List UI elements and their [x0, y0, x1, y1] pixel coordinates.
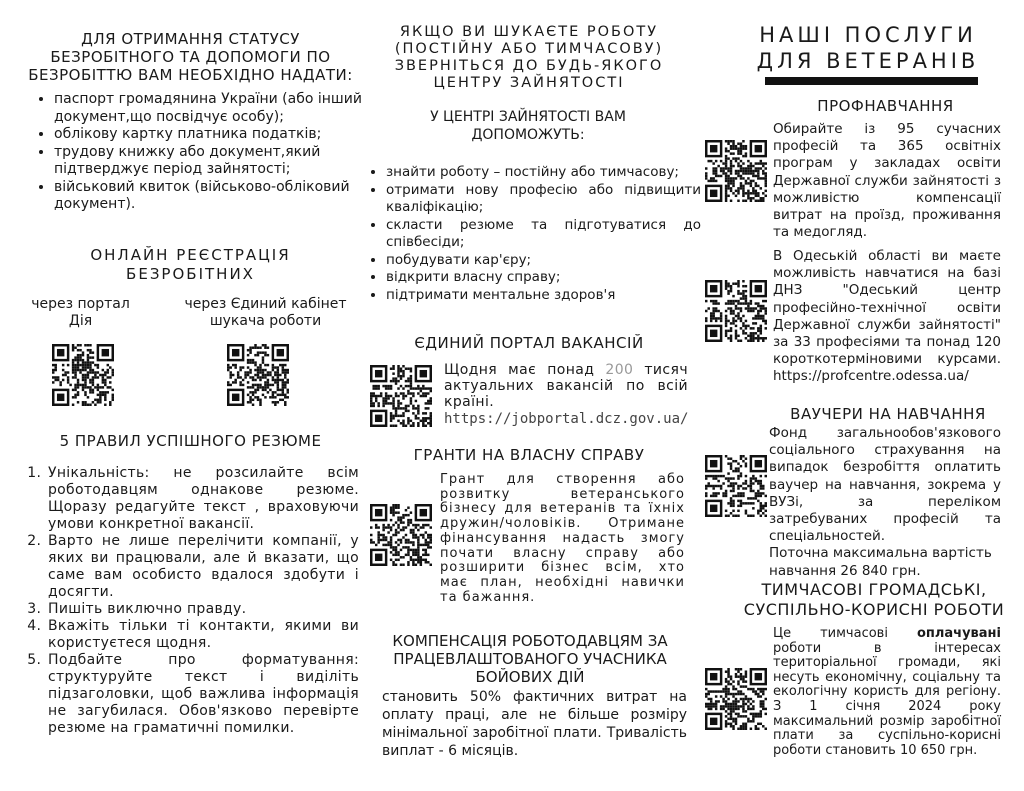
odesa-centre-text: В Одеській області ви маєте можливість навчатися на базі ДНЗ "Одеський центр професійно-технічної освіти Державної служби зайнятості" за 33 професіями та понад 120 короткотерміновими курсами. https://profcentre.odessa.ua/ — [773, 248, 1001, 385]
list-item: • скласти резюме та підготуватися до співбесіди; — [386, 217, 701, 252]
list-item: • відкрити власну справу; — [386, 269, 701, 287]
job-search-heading: ЯКЩО ВИ ШУКАЄТЕ РОБОТУ (ПОСТІЙНУ АБО ТИМЧАСОВУ) ЗВЕРНІТЬСЯ ДО БУДЬ-ЯКОГО ЦЕНТРУ ЗАЙНЯТОСТІ — [394, 24, 664, 91]
list-item: • підтримати ментальне здоров'я — [386, 287, 701, 305]
list-item: 3. Пишіть виключно правду. — [46, 601, 359, 618]
registration-cabinet-label: через Єдиний кабінет шукача роботи — [184, 296, 347, 329]
list-item: • військовий квиток (військово-обліковий документ). — [54, 179, 374, 214]
vacancies-count: 200 — [605, 362, 634, 378]
documents-list — [28, 91, 374, 214]
list-item: • знайти роботу – постійну або тимчасову; — [386, 164, 701, 182]
qr-code-grants[interactable] — [370, 504, 432, 566]
help-list — [368, 164, 701, 304]
compensation-heading: КОМПЕНСАЦІЯ РОБОТОДАВЦЯМ ЗА ПРАЦЕВЛАШТОВАНОГО УЧАСНИКА БОЙОВИХ ДІЙ — [392, 632, 668, 686]
qr-code-cabinet[interactable] — [227, 344, 289, 406]
resume-rules-list — [28, 465, 359, 737]
compensation-text: становить 50% фактичних витрат на оплату праці, але не більше розміру мінімальної заробітної плати. Тривалість виплат - 6 місяців. — [382, 689, 687, 759]
paid-emphasis: оплачувані — [916, 626, 1001, 641]
job-portal-heading: ЄДИНИЙ ПОРТАЛ ВАКАНСІЙ — [414, 334, 644, 352]
list-item: • трудову книжку або документ,який підтверджує період зайнятості; — [54, 144, 374, 179]
online-registration-heading: ОНЛАЙН РЕЄСТРАЦІЯ БЕЗРОБІТНИХ — [90, 246, 291, 283]
voucher-max-cost: Поточна максимальна вартість навчання 26 840 грн. — [769, 545, 992, 579]
list-item: 2. Варто не лише перелічити компанії, у яких ви працювали, але й вказати, що саме вам особисто вдалося здобути і досягти. — [46, 533, 359, 601]
qr-code-diia[interactable] — [52, 344, 114, 406]
list-item: • облікову картку платника податків; — [54, 126, 374, 144]
vouchers-heading: ВАУЧЕРИ НА НАВЧАННЯ — [790, 405, 986, 423]
qr-code-job-portal[interactable] — [370, 365, 432, 427]
resume-heading: 5 ПРАВИЛ УСПІШНОГО РЕЗЮМЕ — [59, 432, 322, 450]
vouchers-text: Фонд загальнообов'язкового соціального страхування на випадок безробіття оплатить ваучер на навчання, зокрема у ВУЗі, за переліком затребуваних професій та спеціальностей. Поточна максимальна вартість навчання 26 840 грн. — [769, 425, 1001, 579]
list-item: • отримати нову професію або підвищити кваліфікацію; — [386, 182, 701, 217]
list-item: • паспорт громадянина України (або інший документ,що посвідчує особу); — [54, 91, 374, 126]
grants-heading: ГРАНТИ НА ВЛАСНУ СПРАВУ — [413, 446, 645, 464]
job-portal-link[interactable]: https://jobportal.dcz.gov.ua/ — [444, 411, 689, 427]
list-item: 1. Унікальність: не розсилайте всім роботодавцям однакове резюме. Щоразу редагуйте текст , враховуючи умови конкретної вакансії. — [46, 465, 359, 533]
registration-diia-label: через портал Дія — [31, 296, 130, 329]
list-item: 4. Вкажіть тільки ті контакти, якими ви користуєтеся щодня. — [46, 618, 359, 652]
training-heading: ПРОФНАВЧАННЯ — [817, 97, 954, 115]
training-text: Обирайте із 95 сучасних професій та 365 освітніх програм у закладах освіти Державної служби зайнятості з можливістю компенсації витрат на проїзд, проживання та медогляд. — [773, 121, 1001, 241]
qr-code-temporary-works[interactable] — [705, 668, 767, 730]
temporary-works-heading: ТИМЧАСОВІ ГРОМАДСЬКІ, СУСПІЛЬНО-КОРИСНІ РОБОТИ — [743, 580, 1005, 619]
job-portal-text: Щодня має понад 200 тисяч актуальних вакансій по всій країні. https://jobportal.dcz.gov.ua/ — [444, 362, 689, 427]
list-item: • побудувати кар'єру; — [386, 252, 701, 270]
qr-code-training[interactable] — [705, 140, 767, 202]
temporary-works-text: Це тимчасові оплачувані роботи в інтересах територіальної громади, які несуть економічну, соціальну та екологічну користь для регіону. З 1 січня 2024 року максимальний розмір заробітної плати за суспільно-корисні роботи становить 10 650 грн. — [773, 626, 1001, 758]
grants-text: Грант для створення або розвитку ветеранського бізнесу для ветеранів та їхніх дружин/чоловіків. Отримане фінансування надасть змогу почати власну справу або розширити бізнес всім, хто має план, необхідні навички та бажання. — [440, 472, 685, 605]
qr-code-vouchers[interactable] — [705, 455, 767, 517]
title-underline — [765, 77, 978, 85]
documents-heading: ДЛЯ ОТРИМАННЯ СТАТУСУ БЕЗРОБІТНОГО ТА ДОПОМОГИ ПО БЕЗРОБІТТЮ ВАМ НЕОБХІДНО НАДАТИ: — [28, 30, 353, 84]
help-heading: У ЦЕНТРІ ЗАЙНЯТОСТІ ВАМ ДОПОМОЖУТЬ: — [430, 109, 626, 143]
page-title: НАШІ ПОСЛУГИ ДЛЯ ВЕТЕРАНІВ — [756, 23, 980, 73]
list-item: 5. Подбайте про форматування: структуруйте текст і виділіть підзаголовки, щоб важлива інформація не загубилася. Обов'язково перевірте резюме на граматичні помилки. — [46, 652, 359, 737]
qr-code-odesa-centre[interactable] — [705, 280, 767, 342]
